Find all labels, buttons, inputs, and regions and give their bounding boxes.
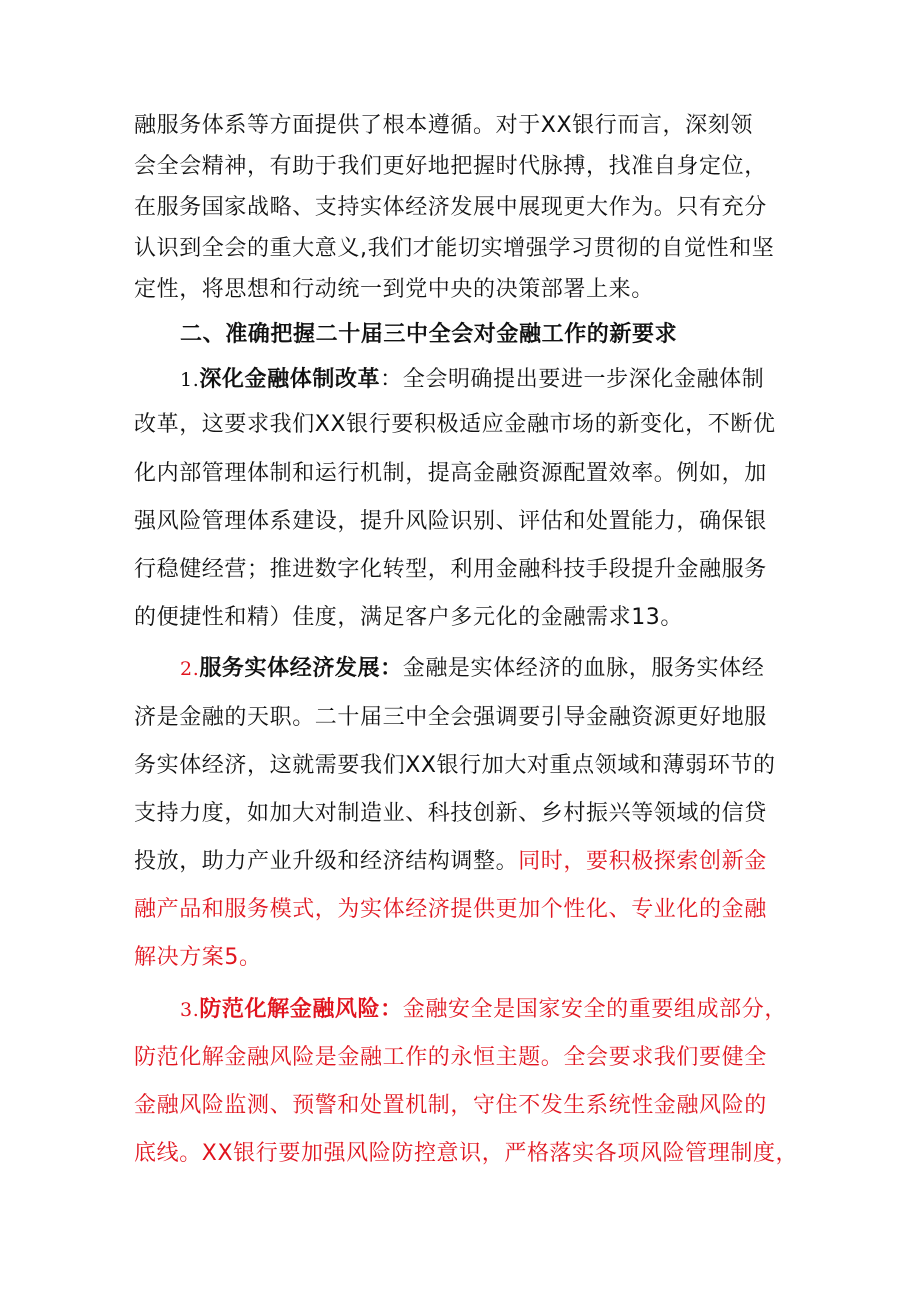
item3-line-2: 防范化解金融风险是金融工作的永恒主题。全会要求我们要健全 [134, 1045, 767, 1070]
intro-line-4: 认识到全会的重大意义,我们才能切实增强学习贯彻的自觉性和坚 [134, 236, 775, 261]
section-heading: 二、准确把握二十届三中全会对金融工作的新要求 [180, 322, 678, 347]
item3-first-line [180, 995, 840, 1025]
item1-first-rest: ：全会明确提出要进一步深化金融体制 [380, 367, 765, 392]
item1-line-4: 强风险管理体系建设，提升风险识别、评估和处置能力，确保银 [134, 509, 767, 534]
item1-line-6: 的便捷性和精）佳度，满足客户多元化的金融需求13。 [134, 605, 683, 630]
item2-number: 2. [180, 658, 200, 680]
item1-number: 1. [180, 369, 200, 391]
intro-line-3: 在服务国家战略、支持实体经济发展中展现更大作为。只有充分 [134, 195, 767, 220]
item1-line-2: 改革，这要求我们XX银行要积极适应金融市场的新变化，不断优 [134, 412, 776, 437]
item1-title: 深化金融体制改革 [199, 367, 381, 392]
item2-first-line [180, 654, 840, 684]
intro-line-2: 会全会精神，有助于我们更好地把握时代脉搏，找准自身定位， [134, 154, 767, 179]
item2-line-3: 务实体经济，这就需要我们XX银行加大对重点领域和薄弱环节的 [134, 753, 776, 778]
item2-red-line-1: 融产品和服务模式，为实体经济提供更加个性化、专业化的金融 [134, 897, 767, 922]
item3-number: 3. [180, 999, 200, 1021]
item1-line-3: 化内部管理体制和运行机制，提高金融资源配置效率。例如，加 [134, 461, 767, 486]
item3-title: 防范化解金融风险： [199, 997, 403, 1022]
item3-line-3: 金融风险监测、预警和处置机制，守住不发生系统性金融风险的 [134, 1093, 767, 1118]
item2-line-5 [134, 847, 794, 877]
intro-line-5: 定性，将思想和行动统一到党中央的决策部署上来。 [134, 277, 654, 302]
item2-line-2: 济是金融的天职。二十届三中全会强调要引导金融资源更好地服 [134, 705, 767, 730]
item3-first-rest: 金融安全是国家安全的重要组成部分， [402, 997, 787, 1022]
item1-first-line [180, 365, 840, 395]
item1-line-5: 行稳健经营；推进数字化转型，利用金融科技手段提升金融服务 [134, 557, 767, 582]
item3-line-4: 底线。XX银行要加强风险防控意识，严格落实各项风险管理制度， [134, 1141, 799, 1166]
intro-line-1: 融服务体系等方面提供了根本遵循。对于XX银行而言，深刻领 [134, 113, 753, 138]
item2-first-rest: 金融是实体经济的血脉，服务实体经 [402, 656, 765, 681]
item2-mixed-black: 投放，助力产业升级和经济结构调整。 [134, 849, 519, 874]
item2-red-line-2: 解决方案5。 [134, 945, 262, 970]
item2-line-4: 支持力度，如加大对制造业、科技创新、乡村振兴等领域的信贷 [134, 801, 767, 826]
item2-title: 服务实体经济发展： [199, 656, 403, 681]
item2-mixed-red: 同时，要积极探索创新金 [518, 849, 767, 874]
